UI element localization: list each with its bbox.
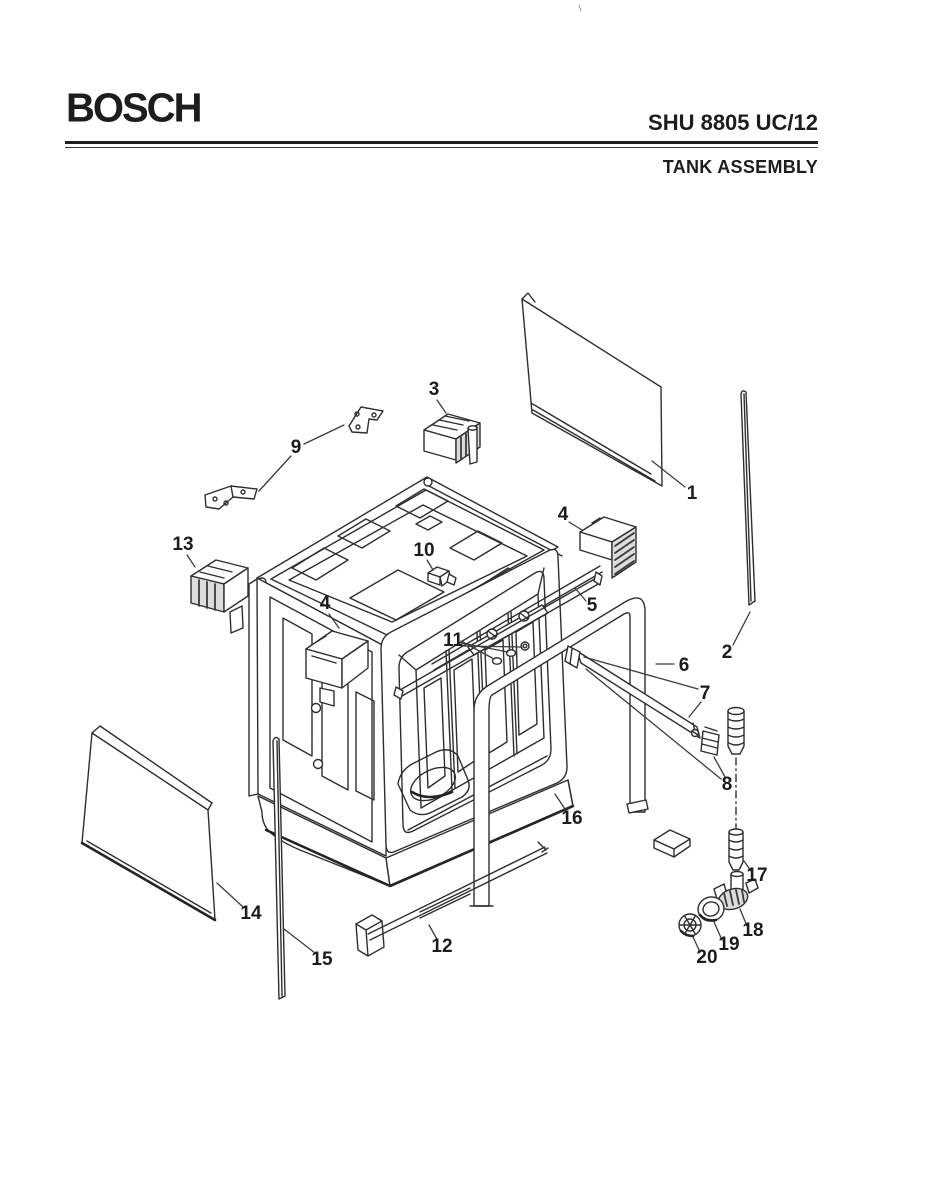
part-9-brackets [205, 407, 383, 509]
callout-label-16: 16 [561, 808, 583, 829]
callout-label-5: 5 [586, 595, 598, 616]
scan-artifact [579, 5, 581, 11]
part-20-grommet [679, 914, 701, 936]
leader-line-4 [569, 522, 582, 530]
callout-label-13: 13 [172, 534, 194, 555]
callout-label-1: 1 [686, 483, 698, 504]
callout-label-7: 7 [699, 683, 711, 704]
part-8-fitting [692, 727, 720, 755]
part-14-panel [82, 726, 215, 920]
leader-line-5 [575, 588, 586, 601]
callout-label-12: 12 [431, 936, 453, 957]
part-1-panel [522, 293, 662, 486]
callout-label-19: 19 [718, 934, 740, 955]
callout-label-20: 20 [696, 947, 718, 968]
callout-label-18: 18 [742, 920, 764, 941]
part-13-block [191, 560, 248, 633]
part-4-bracket-right [580, 517, 636, 578]
callout-label-6: 6 [678, 655, 690, 676]
callout-label-14: 14 [240, 903, 262, 924]
callout-label-2: 2 [721, 642, 733, 663]
leader-line-9 [259, 456, 291, 491]
tank-body [249, 477, 573, 886]
page-title: TANK ASSEMBLY [662, 157, 818, 177]
leader-line-7 [689, 702, 701, 717]
model-number: SHU 8805 UC/12 [648, 110, 818, 135]
leader-line-2 [733, 612, 750, 645]
leader-line-14 [217, 883, 243, 907]
part-3-block [424, 414, 480, 464]
callout-label-3: 3 [428, 379, 440, 400]
callout-label-11: 11 [442, 630, 464, 651]
callout-label-4: 4 [557, 504, 569, 525]
callout-label-17: 17 [746, 865, 768, 886]
callout-label-4: 4 [319, 593, 331, 614]
leader-line-13 [187, 555, 195, 567]
brand-logo: BOSCH [66, 85, 201, 131]
base-foot-bracket [654, 830, 690, 857]
leader-line-9 [304, 425, 344, 444]
part-2-strip [741, 391, 755, 605]
leader-line-3 [437, 400, 446, 413]
leader-line-15 [284, 929, 315, 953]
callout-label-8: 8 [721, 774, 733, 795]
callout-label-9: 9 [290, 437, 302, 458]
callout-label-10: 10 [413, 540, 435, 561]
callout-label-15: 15 [311, 949, 333, 970]
